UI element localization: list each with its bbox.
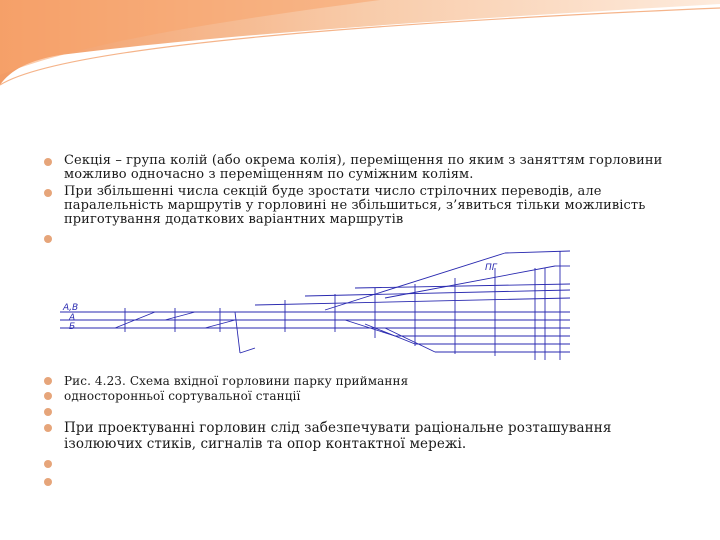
- bullet-item: [44, 420, 684, 452]
- park-label: ПГ: [485, 263, 497, 273]
- bullet-item-empty: [44, 231, 684, 245]
- bullet-item: [44, 154, 684, 182]
- bullet-dot: [44, 158, 52, 166]
- corner-decoration: [0, 0, 720, 110]
- caption-item: [44, 374, 684, 388]
- track-label-a: А: [69, 313, 76, 323]
- bullet-dot: [44, 377, 52, 385]
- bullet-text: При збільшенні числа секцій буде зростати число стрілочних переводів, але паралельність маршрутів у горловині не збільшиться, з’явиться тільки можливість приготування додаткових варіантних маршрутів: [64, 184, 646, 227]
- bullet-dot: [44, 189, 52, 197]
- figure-caption-line1: Рис. 4.23. Схема вхідної горловини парку приймання: [64, 374, 409, 388]
- bullet-item: [44, 185, 684, 227]
- bullet-dot: [44, 478, 52, 486]
- bullet-list-top: [44, 154, 684, 245]
- bullet-text: Секція – група колій (або окрема колія), переміщення по яким з заняттям горловини можливо одночасно з переміщенням по суміжним коліям.: [64, 153, 663, 182]
- bullet-item-empty: [44, 458, 684, 470]
- track-label-ab: А,В: [63, 303, 79, 313]
- bullet-item-empty: [44, 406, 684, 418]
- station-throat-diagram: [55, 248, 600, 370]
- bullet-text: При проектуванні горловин слід забезпечувати раціональне розташування ізолюючих стиків, сигналів та опор контактної мережі.: [64, 420, 612, 452]
- bullet-dot: [44, 424, 52, 432]
- figure-caption-line2: односторонньої сортувальної станції: [64, 389, 301, 403]
- bullet-dot: [44, 392, 52, 400]
- bullet-list-bottom: [44, 374, 684, 488]
- bullet-dot: [44, 408, 52, 416]
- bullet-dot: [44, 235, 52, 243]
- track-label-b: Б: [69, 322, 76, 332]
- bullet-item-empty: [44, 476, 684, 488]
- caption-item: [44, 389, 684, 403]
- bullet-dot: [44, 460, 52, 468]
